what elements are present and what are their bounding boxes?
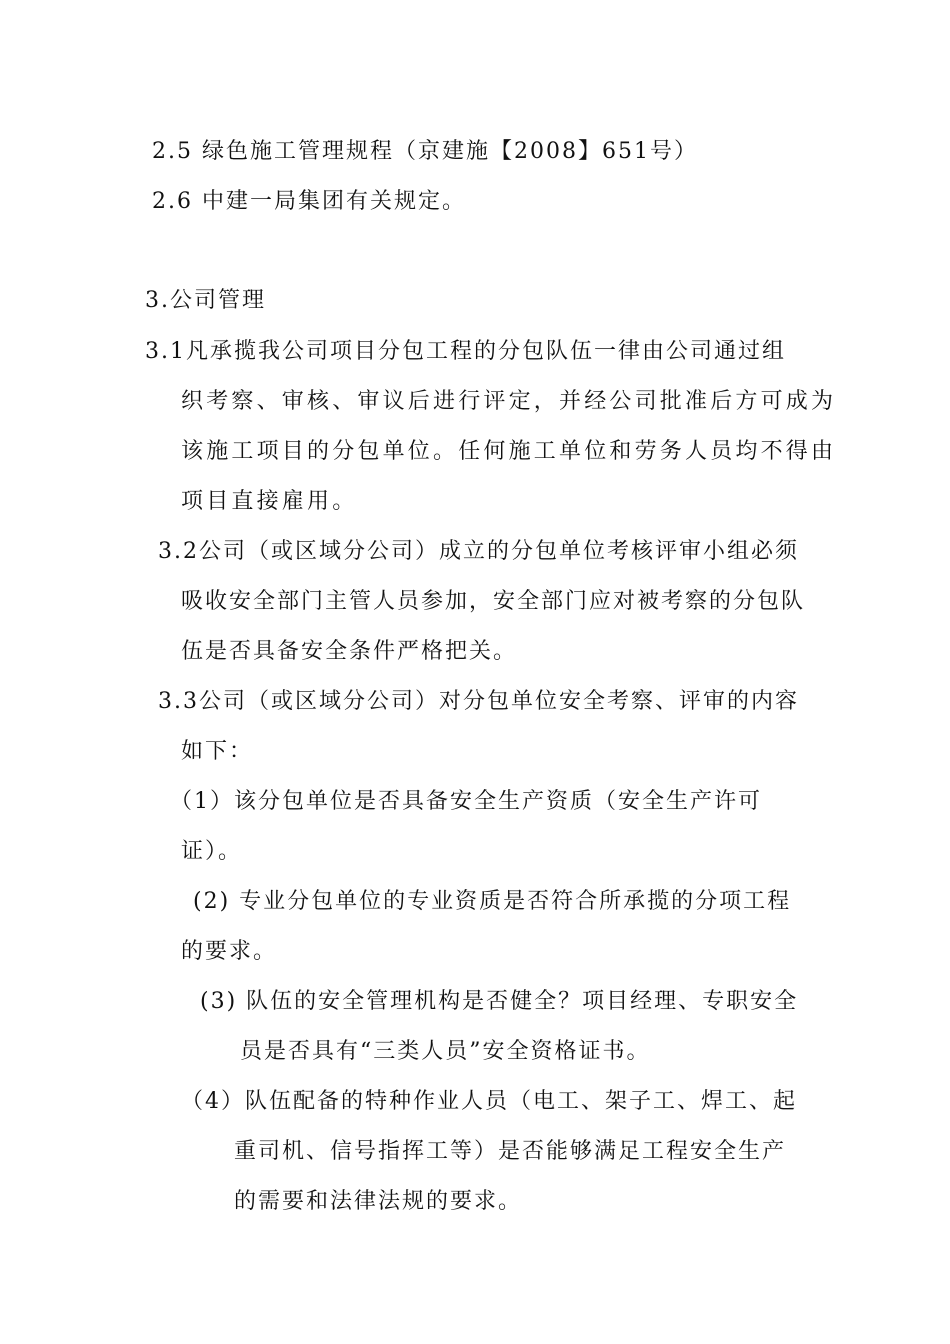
clause-3-2-line-1: 3.2公司（或区域分公司）成立的分包单位考核评审小组必须 (158, 539, 799, 564)
clause-3-2-line-3: 伍是否具备安全条件严格把关。 (181, 639, 518, 664)
item-4-line-2: 重司机、信号指挥工等）是否能够满足工程安全生产 (234, 1139, 787, 1164)
clause-3-1-line-4: 项目直接雇用。 (181, 489, 358, 514)
item-3-line-1: (3) 队伍的安全管理机构是否健全？项目经理、专职安全 (200, 989, 799, 1014)
clause-2-5: 2.5 绿色施工管理规程（京建施【2008】651号） (152, 139, 698, 164)
item-4-line-3: 的需要和法律法规的要求。 (234, 1189, 523, 1214)
clause-3-1-line-2: 织考察、审核、审议后进行评定，并经公司批准后方可成为 (181, 389, 837, 414)
item-4-line-1: （4）队伍配备的特种作业人员（电工、架子工、焊工、起 (181, 1089, 797, 1114)
item-3-line-2: 员是否具有“三类人员”安全资格证书。 (240, 1039, 651, 1064)
clause-3-1-line-3: 该施工项目的分包单位。任何施工单位和劳务人员均不得由 (181, 439, 837, 464)
clause-3-1-line-1: 3.1凡承揽我公司项目分包工程的分包队伍一律由公司通过组 (145, 339, 786, 364)
section-3-heading: 3.公司管理 (145, 288, 266, 313)
item-2-line-1: (2) 专业分包单位的专业资质是否符合所承揽的分项工程 (193, 889, 792, 914)
clause-3-3-line-2: 如下： (181, 739, 254, 764)
item-2-line-2: 的要求。 (181, 939, 278, 964)
item-1-line-2: 证）。 (181, 839, 243, 864)
clause-3-2-line-2: 吸收安全部门主管人员参加，安全部门应对被考察的分包队 (181, 589, 806, 614)
clause-2-6: 2.6 中建一局集团有关规定。 (152, 189, 466, 214)
item-1-line-1: （1）该分包单位是否具备安全生产资质（安全生产许可 (170, 789, 762, 814)
clause-3-3-line-1: 3.3公司（或区域分公司）对分包单位安全考察、评审的内容 (158, 689, 799, 714)
